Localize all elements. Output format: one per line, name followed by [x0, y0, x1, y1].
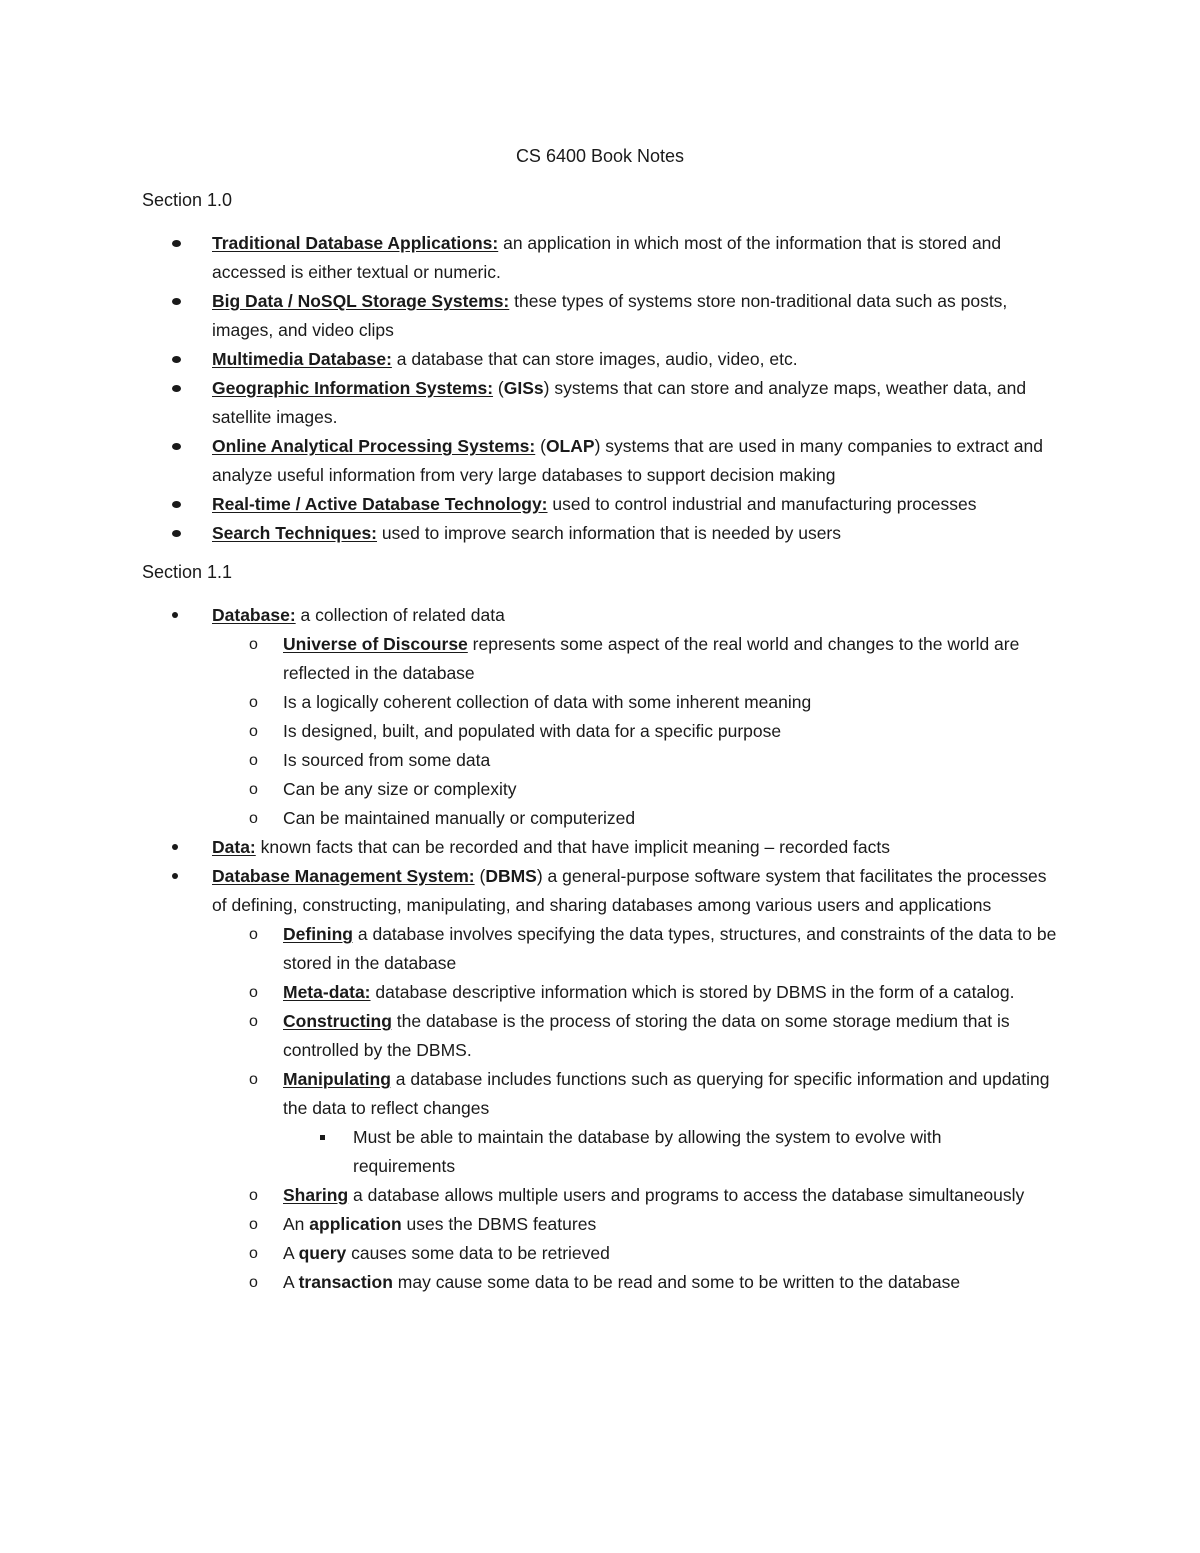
term: Multimedia Database: — [212, 349, 392, 369]
bullet-icon — [172, 229, 181, 258]
section-1-1-list — [0, 601, 1200, 1297]
term: Meta-data: — [283, 982, 371, 1002]
sub-item-text: Can be maintained manually or computerized — [283, 808, 636, 828]
term: transaction — [298, 1272, 393, 1292]
bullet-icon — [172, 287, 181, 316]
lead-in: A — [283, 1272, 299, 1292]
sub-item-defining — [0, 920, 1200, 978]
definition: uses the DBMS features — [401, 1214, 597, 1234]
definition: ) systems that are used in many companies to extract and analyze useful information from very large databases to support decision making — [212, 436, 1043, 485]
term: Traditional Database Applications: — [212, 233, 499, 253]
definition: an application in which most of the information that is stored and accessed is either textual or numeric. — [212, 233, 1002, 282]
circle-bullet-icon: o — [249, 1187, 258, 1204]
definition: database descriptive information which is stored by DBMS in the form of a catalog. — [370, 982, 1015, 1002]
list-item — [0, 345, 1200, 374]
term: Big Data / NoSQL Storage Systems: — [212, 291, 510, 311]
bullet-icon — [172, 862, 178, 891]
paren-open: ( — [493, 378, 504, 398]
bullet-icon — [172, 519, 181, 548]
list-item — [0, 287, 1200, 345]
sub-item-transaction — [0, 1268, 1200, 1297]
sub-item-text: Can be any size or complexity — [283, 779, 517, 799]
definition: a database includes functions such as querying for specific information and updating the data to reflect changes — [283, 1069, 1050, 1118]
circle-bullet-icon: o — [249, 926, 258, 943]
sub-item-constructing — [0, 1007, 1200, 1065]
circle-bullet-icon: o — [249, 1071, 258, 1088]
definition: may cause some data to be read and some to be written to the database — [392, 1272, 961, 1292]
list-item-data — [0, 833, 1200, 862]
sub-item-manipulating — [0, 1065, 1200, 1123]
list-item-database — [0, 601, 1200, 630]
bullet-icon — [172, 374, 181, 403]
abbreviation: OLAP — [545, 436, 595, 456]
bullet-icon — [172, 345, 181, 374]
document-title: CS 6400 Book Notes — [515, 146, 685, 166]
sub-item-query — [0, 1239, 1200, 1268]
abbreviation: DBMS — [485, 866, 537, 886]
sub-sub-item — [0, 1123, 1200, 1181]
sub-item-application — [0, 1210, 1200, 1239]
sub-item-text: Is designed, built, and populated with data for a specific purpose — [283, 721, 782, 741]
term: Manipulating — [283, 1069, 391, 1089]
bullet-icon — [172, 490, 181, 519]
term: Online Analytical Processing Systems: — [212, 436, 536, 456]
sub-item — [0, 775, 1200, 804]
lead-in: A — [283, 1243, 299, 1263]
sub-item — [0, 717, 1200, 746]
circle-bullet-icon: o — [249, 723, 258, 740]
term: application — [309, 1214, 402, 1234]
term: Search Techniques: — [212, 523, 378, 543]
abbreviation: GISs — [503, 378, 544, 398]
circle-bullet-icon: o — [249, 781, 258, 798]
term: Real-time / Active Database Technology: — [212, 494, 548, 514]
circle-bullet-icon: o — [249, 752, 258, 769]
circle-bullet-icon: o — [249, 636, 258, 653]
circle-bullet-icon: o — [249, 1274, 258, 1291]
sub-sub-item-text: Must be able to maintain the database by allowing the system to evolve with requirements — [353, 1127, 942, 1176]
term: Constructing — [283, 1011, 392, 1031]
list-item — [0, 229, 1200, 287]
section-1-0-list — [0, 229, 1200, 548]
definition: used to control industrial and manufacturing processes — [547, 494, 977, 514]
list-item — [0, 490, 1200, 519]
circle-bullet-icon: o — [249, 1013, 258, 1030]
term: Sharing — [283, 1185, 349, 1205]
list-item — [0, 519, 1200, 548]
list-item — [0, 374, 1200, 432]
definition: a collection of related data — [295, 605, 505, 625]
section-heading-1-0: Section 1.0 — [142, 190, 233, 210]
term: query — [298, 1243, 347, 1263]
bullet-icon — [172, 833, 178, 862]
list-item-dbms — [0, 862, 1200, 920]
definition: used to improve search information that is needed by users — [377, 523, 842, 543]
circle-bullet-icon: o — [249, 694, 258, 711]
definition: causes some data to be retrieved — [346, 1243, 610, 1263]
term: Universe of Discourse — [283, 634, 468, 654]
bullet-icon — [172, 432, 181, 461]
sub-item — [0, 746, 1200, 775]
paren-open: ( — [535, 436, 546, 456]
sub-item-text: Is a logically coherent collection of data with some inherent meaning — [283, 692, 812, 712]
list-item — [0, 432, 1200, 490]
definition: these types of systems store non-traditional data such as posts, images, and video clips — [212, 291, 1008, 340]
circle-bullet-icon: o — [249, 810, 258, 827]
definition: known facts that can be recorded and that have implicit meaning – recorded facts — [255, 837, 891, 857]
sub-item-text: Is sourced from some data — [283, 750, 491, 770]
circle-bullet-icon: o — [249, 1245, 258, 1262]
square-bullet-icon — [320, 1123, 325, 1152]
sub-item-metadata — [0, 978, 1200, 1007]
term: Data: — [212, 837, 256, 857]
circle-bullet-icon: o — [249, 984, 258, 1001]
term: Database: — [212, 605, 296, 625]
circle-bullet-icon: o — [249, 1216, 258, 1233]
sub-item-sharing — [0, 1181, 1200, 1210]
term: Geographic Information Systems: — [212, 378, 494, 398]
definition: represents some aspect of the real world and changes to the world are reflected in the database — [283, 634, 1020, 683]
section-heading-1-1: Section 1.1 — [142, 562, 233, 582]
term: Database Management System: — [212, 866, 475, 886]
definition: a database allows multiple users and programs to access the database simultaneously — [348, 1185, 1025, 1205]
sub-item — [0, 630, 1200, 688]
term: Defining — [283, 924, 353, 944]
lead-in: An — [283, 1214, 310, 1234]
sub-item — [0, 688, 1200, 717]
sub-item — [0, 804, 1200, 833]
definition: ) systems that can store and analyze maps, weather data, and satellite images. — [212, 378, 1027, 427]
definition: a database that can store images, audio, video, etc. — [391, 349, 798, 369]
bullet-icon — [172, 601, 178, 630]
definition: the database is the process of storing the data on some storage medium that is controlled by the DBMS. — [283, 1011, 1010, 1060]
definition: a database involves specifying the data types, structures, and constraints of the data to be stored in the database — [283, 924, 1057, 973]
definition: ) a general-purpose software system that facilitates the processes of defining, constructing, manipulating, and sharing databases among various users and applications — [212, 866, 1047, 915]
paren-open: ( — [474, 866, 486, 886]
